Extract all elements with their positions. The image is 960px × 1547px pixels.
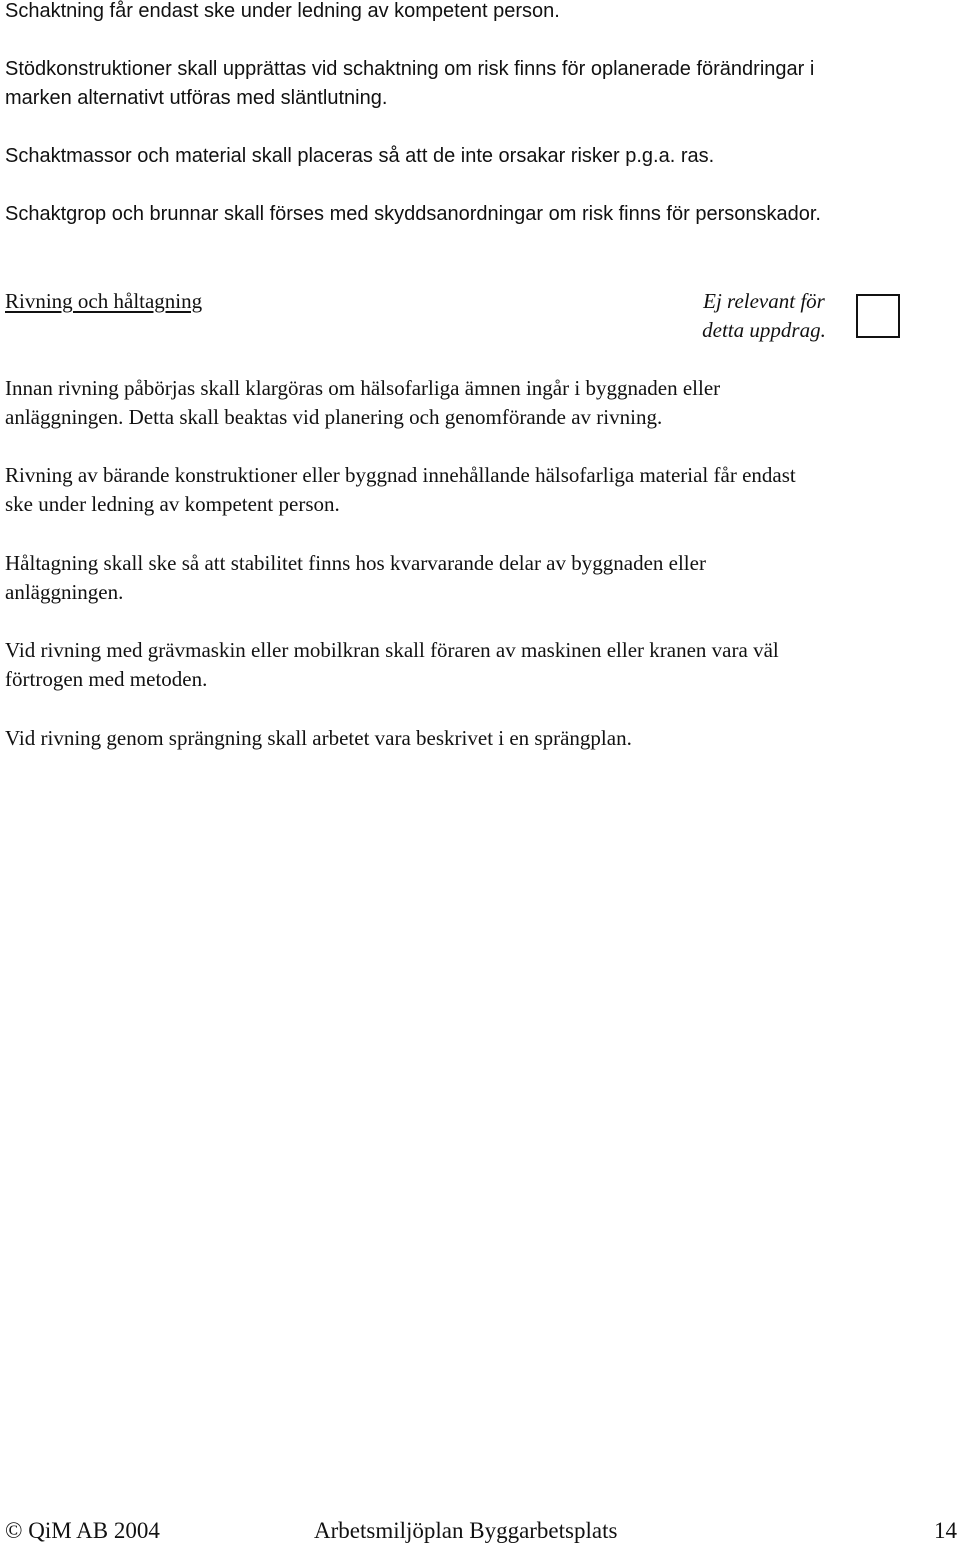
paragraph-haltagning-line1: Håltagning skall ske så att stabilitet finns hos kvarvarande delar av byggnaden eller — [5, 551, 706, 575]
paragraph-schaktgrop: Schaktgrop och brunnar skall förses med skyddsanordningar om risk finns för personskador. — [5, 203, 821, 225]
paragraph-schaktmassor: Schaktmassor och material skall placeras så att de inte orsakar risker p.g.a. ras. — [5, 145, 715, 167]
section-heading-rivning: Rivning och håltagning — [5, 289, 203, 313]
footer-copyright: © QiM AB 2004 — [5, 1518, 160, 1543]
not-relevant-checkbox[interactable] — [856, 294, 900, 338]
paragraph-barande-konstruktioner-line2: ske under ledning av kompetent person. — [5, 492, 340, 516]
paragraph-schaktning-ledning: Schaktning får endast ske under ledning av kompetent person. — [5, 0, 560, 22]
not-relevant-note-line1: Ej relevant för — [703, 289, 825, 313]
paragraph-innan-rivning-line2: anläggningen. Detta skall beaktas vid planering och genomförande av rivning. — [5, 405, 663, 429]
paragraph-innan-rivning-line1: Innan rivning påbörjas skall klargöras om hälsofarliga ämnen ingår i byggnaden eller — [5, 376, 721, 400]
not-relevant-note — [686, 287, 842, 345]
paragraph-gravmaskin-line1: Vid rivning med grävmaskin eller mobilkran skall föraren av maskinen eller kranen vara väl — [5, 638, 779, 662]
paragraph-gravmaskin-line2: förtrogen med metoden. — [5, 667, 208, 691]
not-relevant-note-line2: detta uppdrag. — [702, 318, 826, 342]
paragraph-stodkonstruktioner-line2: marken alternativt utföras med släntlutning. — [5, 87, 388, 109]
paragraph-sprangning: Vid rivning genom sprängning skall arbetet vara beskrivet i en sprängplan. — [5, 726, 632, 750]
paragraph-barande-konstruktioner-line1: Rivning av bärande konstruktioner eller byggnad innehållande hälsofarliga material får endast — [5, 463, 796, 487]
paragraph-stodkonstruktioner-line1: Stödkonstruktioner skall upprättas vid schaktning om risk finns för oplanerade förändringar i — [5, 58, 815, 80]
footer-page-number: 14 — [934, 1518, 957, 1543]
footer-document-title: Arbetsmiljöplan Byggarbetsplats — [314, 1518, 618, 1543]
paragraph-haltagning-line2: anläggningen. — [5, 580, 124, 604]
